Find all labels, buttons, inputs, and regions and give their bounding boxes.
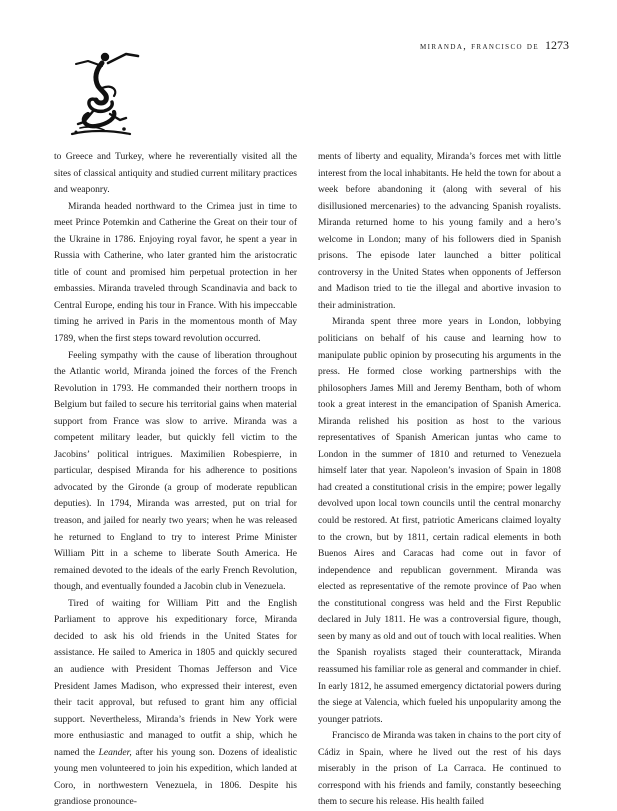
paragraph: Feeling sympathy with the cause of liberation throughout the Atlantic world, Miranda joined the forces of the French Revolution in 1793. He commanded their northern troops in Belgium but failed to secure his territorial gains when material support from France was slow to arrive. Miranda was a competent military leader, but quickly fell victim to the Jacobins’ political intrigues. Maximilien Robespierre, in particular, despised Miranda for his adherence to positions advocated by the Gironde (a group of moderate republican deputies). In 1794, Miranda was arrested, put on trial for treason, and jailed for nearly two years; when he was released he returned to England to try to interest Prime Minister William Pitt in a scheme to liberate South America. He remained devoted to the ideals of the early French Revolution, though, and eventually founded a Jacobin club in Venezuela. (54, 349, 297, 593)
text-column-right (318, 149, 561, 811)
paragraph-text: after his young son. Dozens of idealistic young men volunteered to join his expedition, which landed at Coro, in northwestern Venezuela, in 1806. Despite his grandiose pronounce- (54, 746, 297, 808)
text-column-left (54, 149, 297, 811)
running-head-entry-name: miranda, francisco de (420, 41, 539, 52)
ship-name: Leander, (98, 746, 132, 758)
ornament-graphic (58, 48, 142, 138)
running-head (420, 36, 569, 54)
paragraph: Francisco de Miranda was taken in chains to the port city of Cádiz in Spain, where he lived out the rest of his days miserably in the prison of La Carraca. He continued to correspond with his friends and family, constantly beseeching them to secure his release. His health failed (318, 730, 561, 808)
paragraph: ments of liberty and equality, Miranda’s forces met with little interest from the local inhabitants. He held the town for about a week before abandoning it (along with several of his disillusioned mercenaries) to the advancing Spanish royalists. Miranda returned home to his young family and a hero’s welcome in London; many of his followers died in Spanish prisons. The episode later launched a bitter political controversy in the United States when opponents of Jefferson and Madison tried to tie the illegal and abortive invasion to their administration. (318, 151, 561, 311)
paragraph: to Greece and Turkey, where he reverentially visited all the sites of classical antiquity and studied current military practices and weaponry. (54, 151, 297, 196)
paragraph: Miranda spent three more years in London, lobbying politicians on behalf of his cause and learning how to manipulate public opinion by prosecuting his arguments in the press. He formed close working partnerships with the philosophers James Mill and Jeremy Bentham, both of whom took a great interest in the emancipation of Spanish America. Miranda relished his position as host to the various representatives of Spanish American juntas who came to London in the summer of 1810 and returned to Venezuela himself later that year. Napoleon’s invasion of Spain in 1808 had created a constitutional crisis in the empire; power legally devolved upon local town councils until the central monarchy could be restored. At first, patriotic Americans claimed loyalty to the crown, but by 1811, certain radical elements in both Buenos Aires and Caracas had come out in favor of independence and republican government. Miranda was elected as representative of the remote province of Pao when the constitutional congress was held and the First Republic declared in July 1811. He was a controversial figure, though, seen by many as old and out of touch with local realities. When the Spanish royalists staged their counterattack, Miranda reassumed his familiar role as general and commander in chief. In early 1812, he assumed emergency dictatorial powers during the siege at Valencia, which fueled his unpopularity among the younger patriots. (318, 316, 561, 725)
paragraph-text: Tired of waiting for William Pitt and the English Parliament to approve his expeditionary force, Miranda decided to ask his old friends in the United States for assistance. He sailed to America in 1805 and quickly secured an audience with President Thomas Jefferson and Vice President James Madison, who expressed their interest, even their tacit approval, but refused to grant him any official support. Nevertheless, Miranda’s friends in New York were more enthusiastic and managed to outfit a ship, which he named the (54, 597, 297, 758)
page-number: 1273 (545, 38, 569, 52)
paragraph (54, 596, 297, 811)
paragraph: Miranda headed northward to the Crimea just in time to meet Prince Potemkin and Catherine the Great on their tour of the Ukraine in 1786. Enjoying royal favor, he spent a year in Russia with Catherine, who later granted him the aristocratic title of count and promised him perpetual protection in her embassies. Miranda traveled through Scandinavia and back to Central Europe, ending his tour in France. With his impeccable timing he arrived in Paris in the momentous month of May 1789, when the first steps toward revolution occurred. (54, 200, 297, 345)
running-figure-ornament-icon (58, 48, 142, 138)
